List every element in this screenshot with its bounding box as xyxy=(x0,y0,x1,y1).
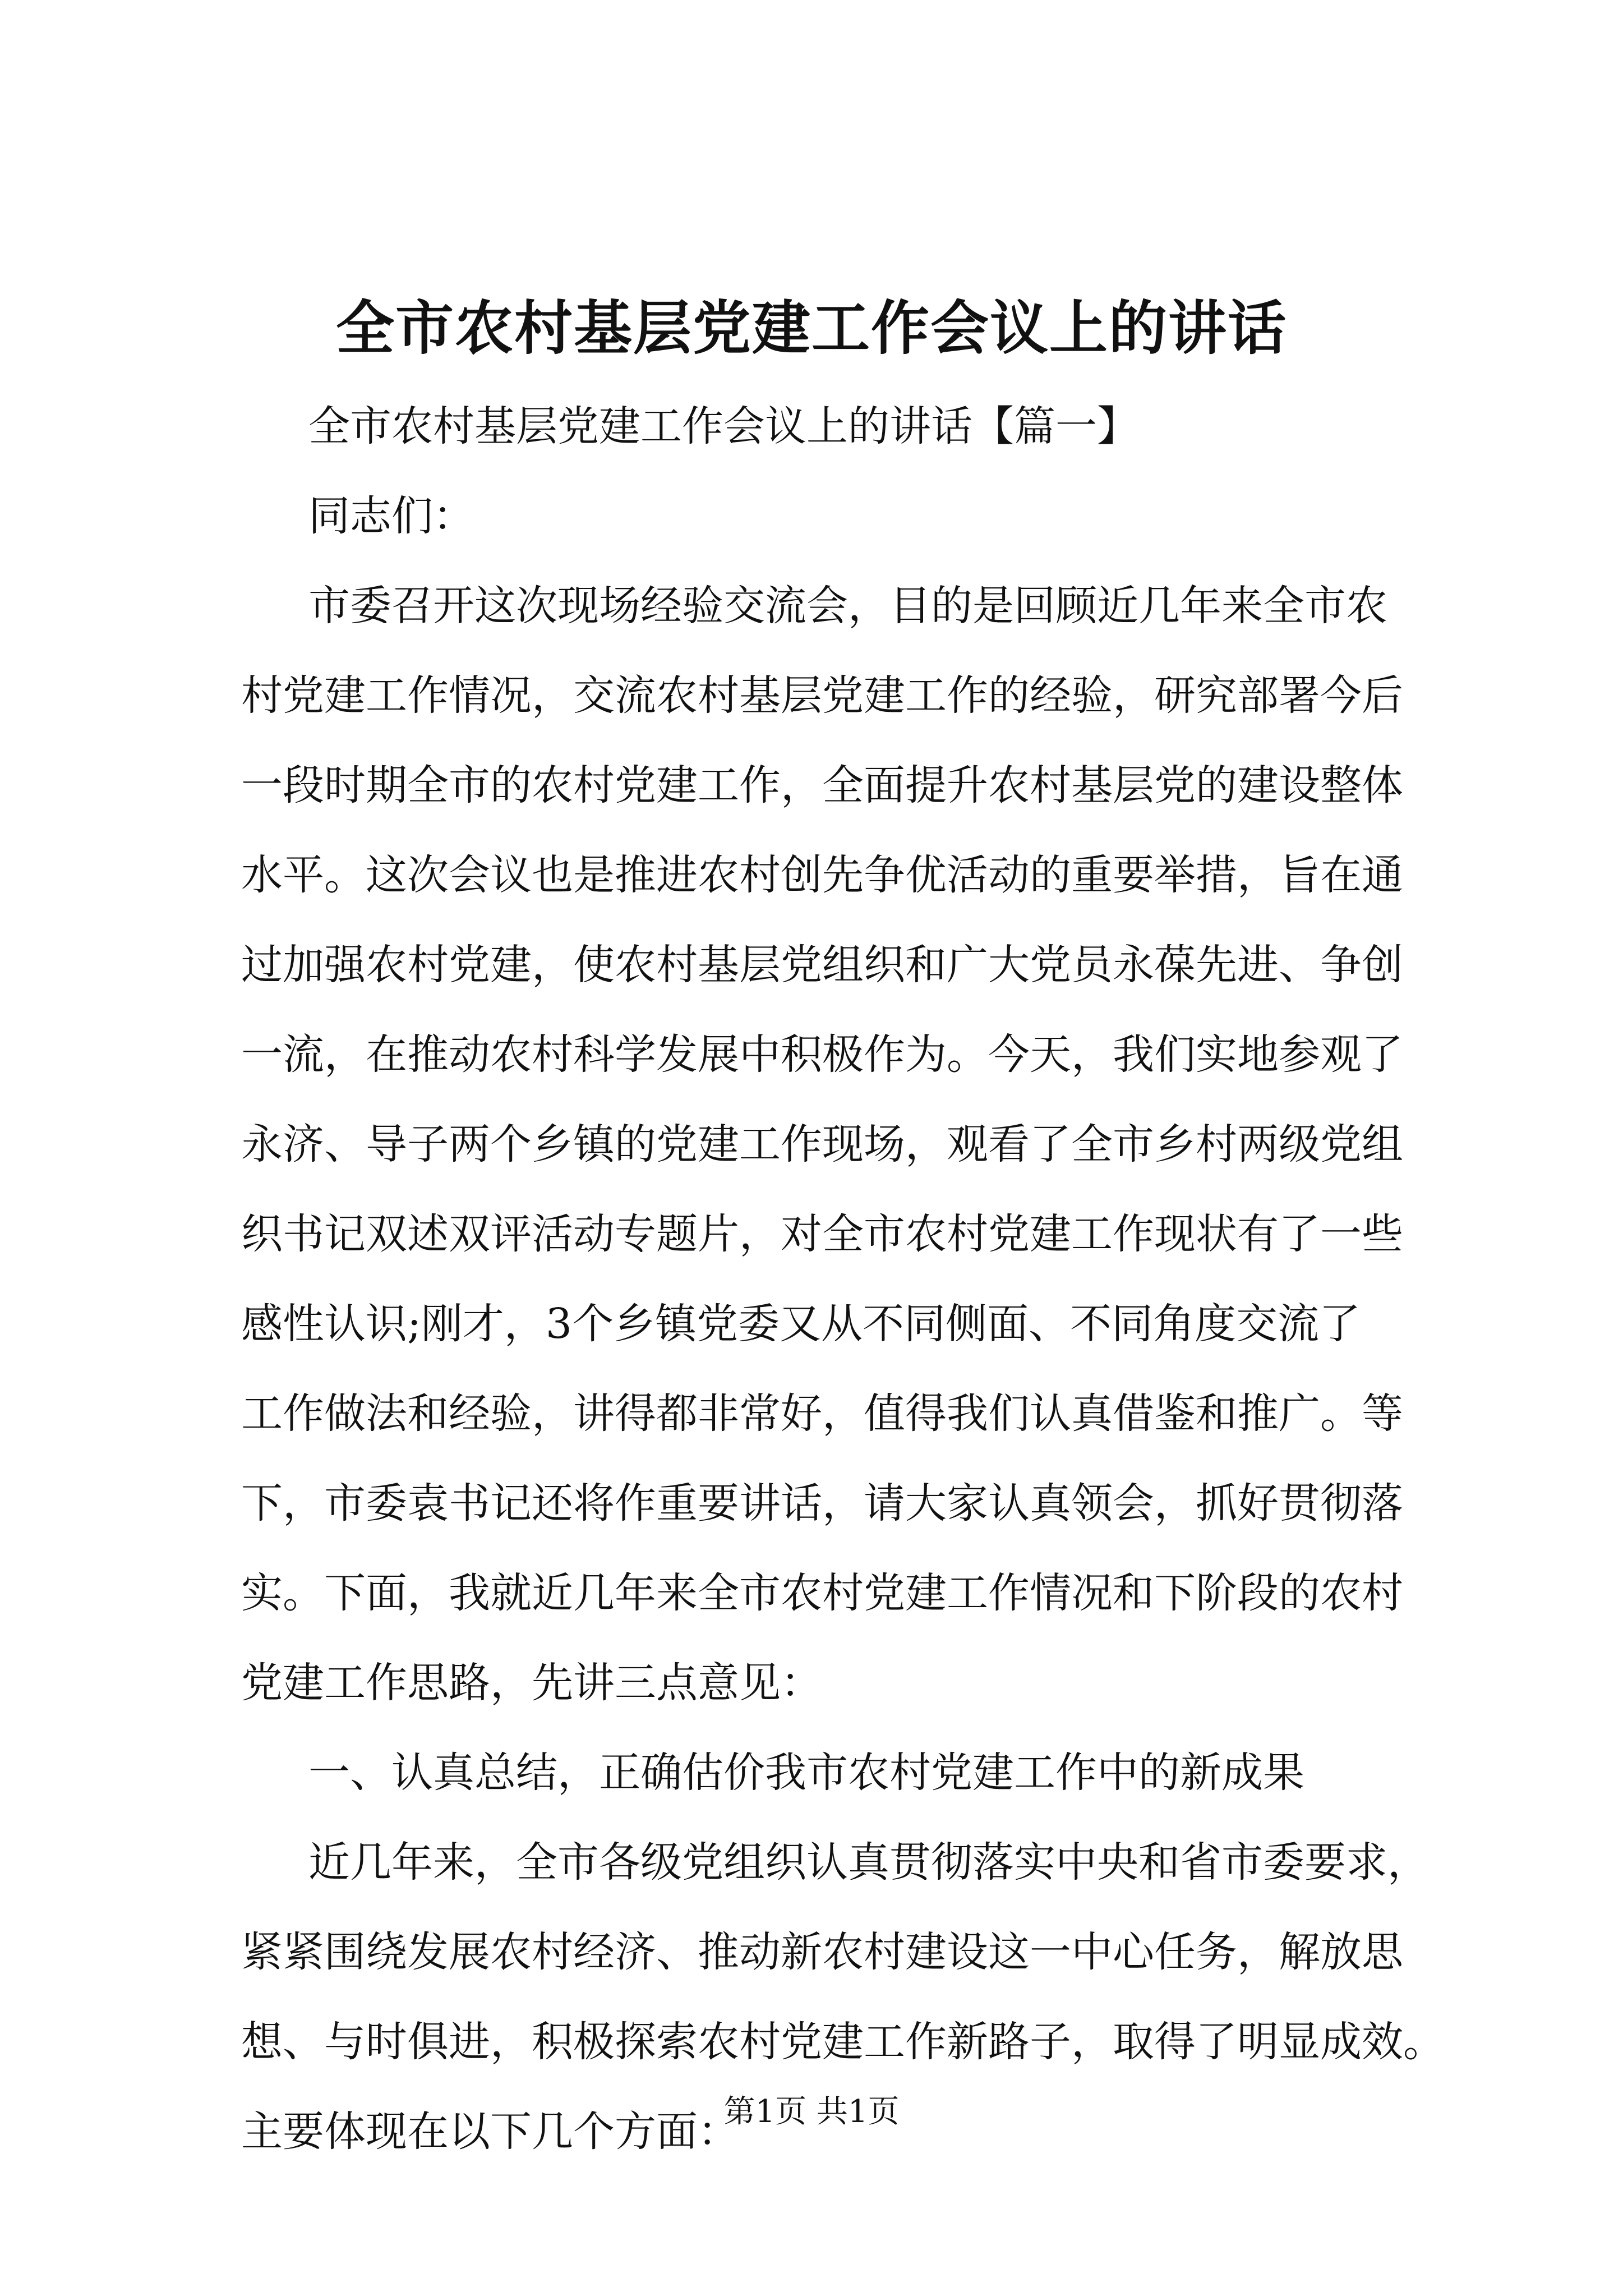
paragraph-line: 紧紧围绕发展农村经济、推动新农村建设这一中心任务，解放思 xyxy=(241,1928,1403,1976)
paragraph-line: 工作做法和经验，讲得都非常好，值得我们认真借鉴和推广。等 xyxy=(241,1389,1403,1438)
paragraph-line: 一流，在推动农村科学发展中积极作为。今天，我们实地参观了 xyxy=(241,1030,1403,1079)
paragraph-line: 下，市委袁书记还将作重要讲话，请大家认真领会，抓好贯彻落 xyxy=(241,1479,1403,1527)
paragraph-line: 过加强农村党建，使农村基层党组织和广大党员永葆先进、争创 xyxy=(241,941,1403,989)
paragraph-line: 党建工作思路，先讲三点意见： xyxy=(241,1659,822,1707)
paragraph-line: 感性认识;刚才，3个乡镇党委又从不同侧面、不同角度交流了 xyxy=(241,1300,1361,1348)
section-heading: 一、认真总结，正确估价我市农村党建工作中的新成果 xyxy=(308,1749,1304,1797)
salutation: 同志们： xyxy=(308,492,474,540)
document-subtitle: 全市农村基层党建工作会议上的讲话【篇一】 xyxy=(308,402,1138,450)
paragraph-line: 村党建工作情况，交流农村基层党建工作的经验，研究部署今后 xyxy=(241,671,1403,720)
paragraph-line: 一段时期全市的农村党建工作，全面提升农村基层党的建设整体 xyxy=(241,761,1403,809)
paragraph-line: 永济、导子两个乡镇的党建工作现场，观看了全市乡村两级党组 xyxy=(241,1120,1403,1168)
document-title: 全市农村基层党建工作会议上的讲话 xyxy=(335,293,1287,362)
paragraph-line: 市委召开这次现场经验交流会，目的是回顾近几年来全市农 xyxy=(308,582,1387,630)
paragraph-line: 实。下面，我就近几年来全市农村党建工作情况和下阶段的农村 xyxy=(241,1569,1403,1617)
paragraph-line: 主要体现在以下几个方面： xyxy=(241,2108,739,2156)
paragraph-line: 织书记双述双评活动专题片，对全市农村党建工作现状有了一些 xyxy=(241,1210,1403,1258)
paragraph-1 xyxy=(241,561,1430,1728)
paragraph-line: 水平。这次会议也是推进农村创先争优活动的重要举措，旨在通 xyxy=(241,851,1403,899)
page-footer: 第1页 共1页 xyxy=(723,2093,900,2130)
paragraph-line: 近几年来，全市各级党组织认真贯彻落实中央和省市委要求， xyxy=(308,1838,1429,1887)
paragraph-line: 想、与时俱进，积极探索农村党建工作新路子，取得了明显成效。 xyxy=(241,2018,1445,2066)
